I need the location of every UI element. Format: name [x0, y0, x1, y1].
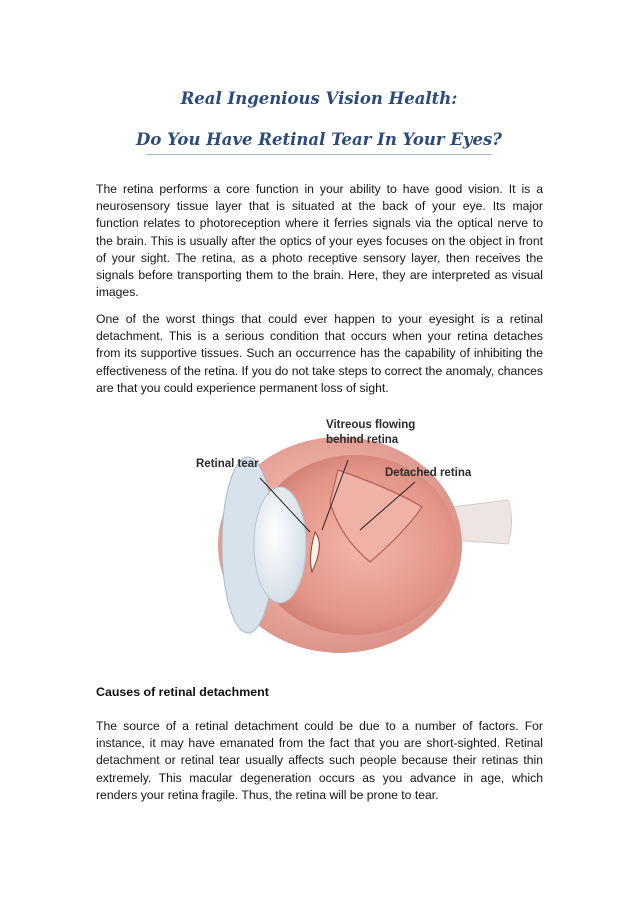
eye-diagram — [190, 412, 520, 657]
title-line-1: Real Ingenious Vision Health: — [180, 89, 458, 108]
eye-illustration — [190, 412, 520, 657]
label-vitreous-line2: behind retina — [326, 434, 399, 446]
paragraph-causes: The source of a retinal detachment could be due to a number of factors. For instance, it may have emanated from the fact that you are short-sighted. Retinal detachment or retinal tear usually affects such people because their retinas thin extremely. This macular degeneration occurs as you advance in age, which renders your retina fragile. Thus, the retina will be prone to tear. — [96, 719, 543, 802]
title-line-2: Do You Have Retinal Tear In Your Eyes? — [136, 130, 502, 149]
paragraph-retina-function: The retina performs a core function in your ability to have good vision. It is a neurosensory tissue layer that is situated at the back of your eye. Its major function relates to photoreception where it ferries signals via the optical nerve to the brain. This is usually after the optics of your eyes focuses on the object in front of your sight. The retina, as a photo receptive sensory layer, then receives the signals before transporting them to the brain. Here, they are interpreted as visual images. — [96, 182, 543, 300]
section-heading-causes: Causes of retinal detachment — [96, 685, 269, 699]
lens — [254, 487, 306, 603]
label-detached-retina: Detached retina — [385, 467, 472, 479]
label-retinal-tear: Retinal tear — [196, 458, 259, 470]
label-vitreous-line1: Vitreous flowing — [326, 419, 416, 431]
title-underline — [146, 154, 492, 155]
paragraph-retinal-detachment: One of the worst things that could ever happen to your eyesight is a retinal detachment. This is a serious condition that occurs when your retina detaches from its supportive tissues. Such an occurrence has the capability of inhibiting the effectiveness of the retina. If you do not take steps to correct the anomaly, chances are that you could experience permanent loss of sight. — [96, 312, 543, 395]
